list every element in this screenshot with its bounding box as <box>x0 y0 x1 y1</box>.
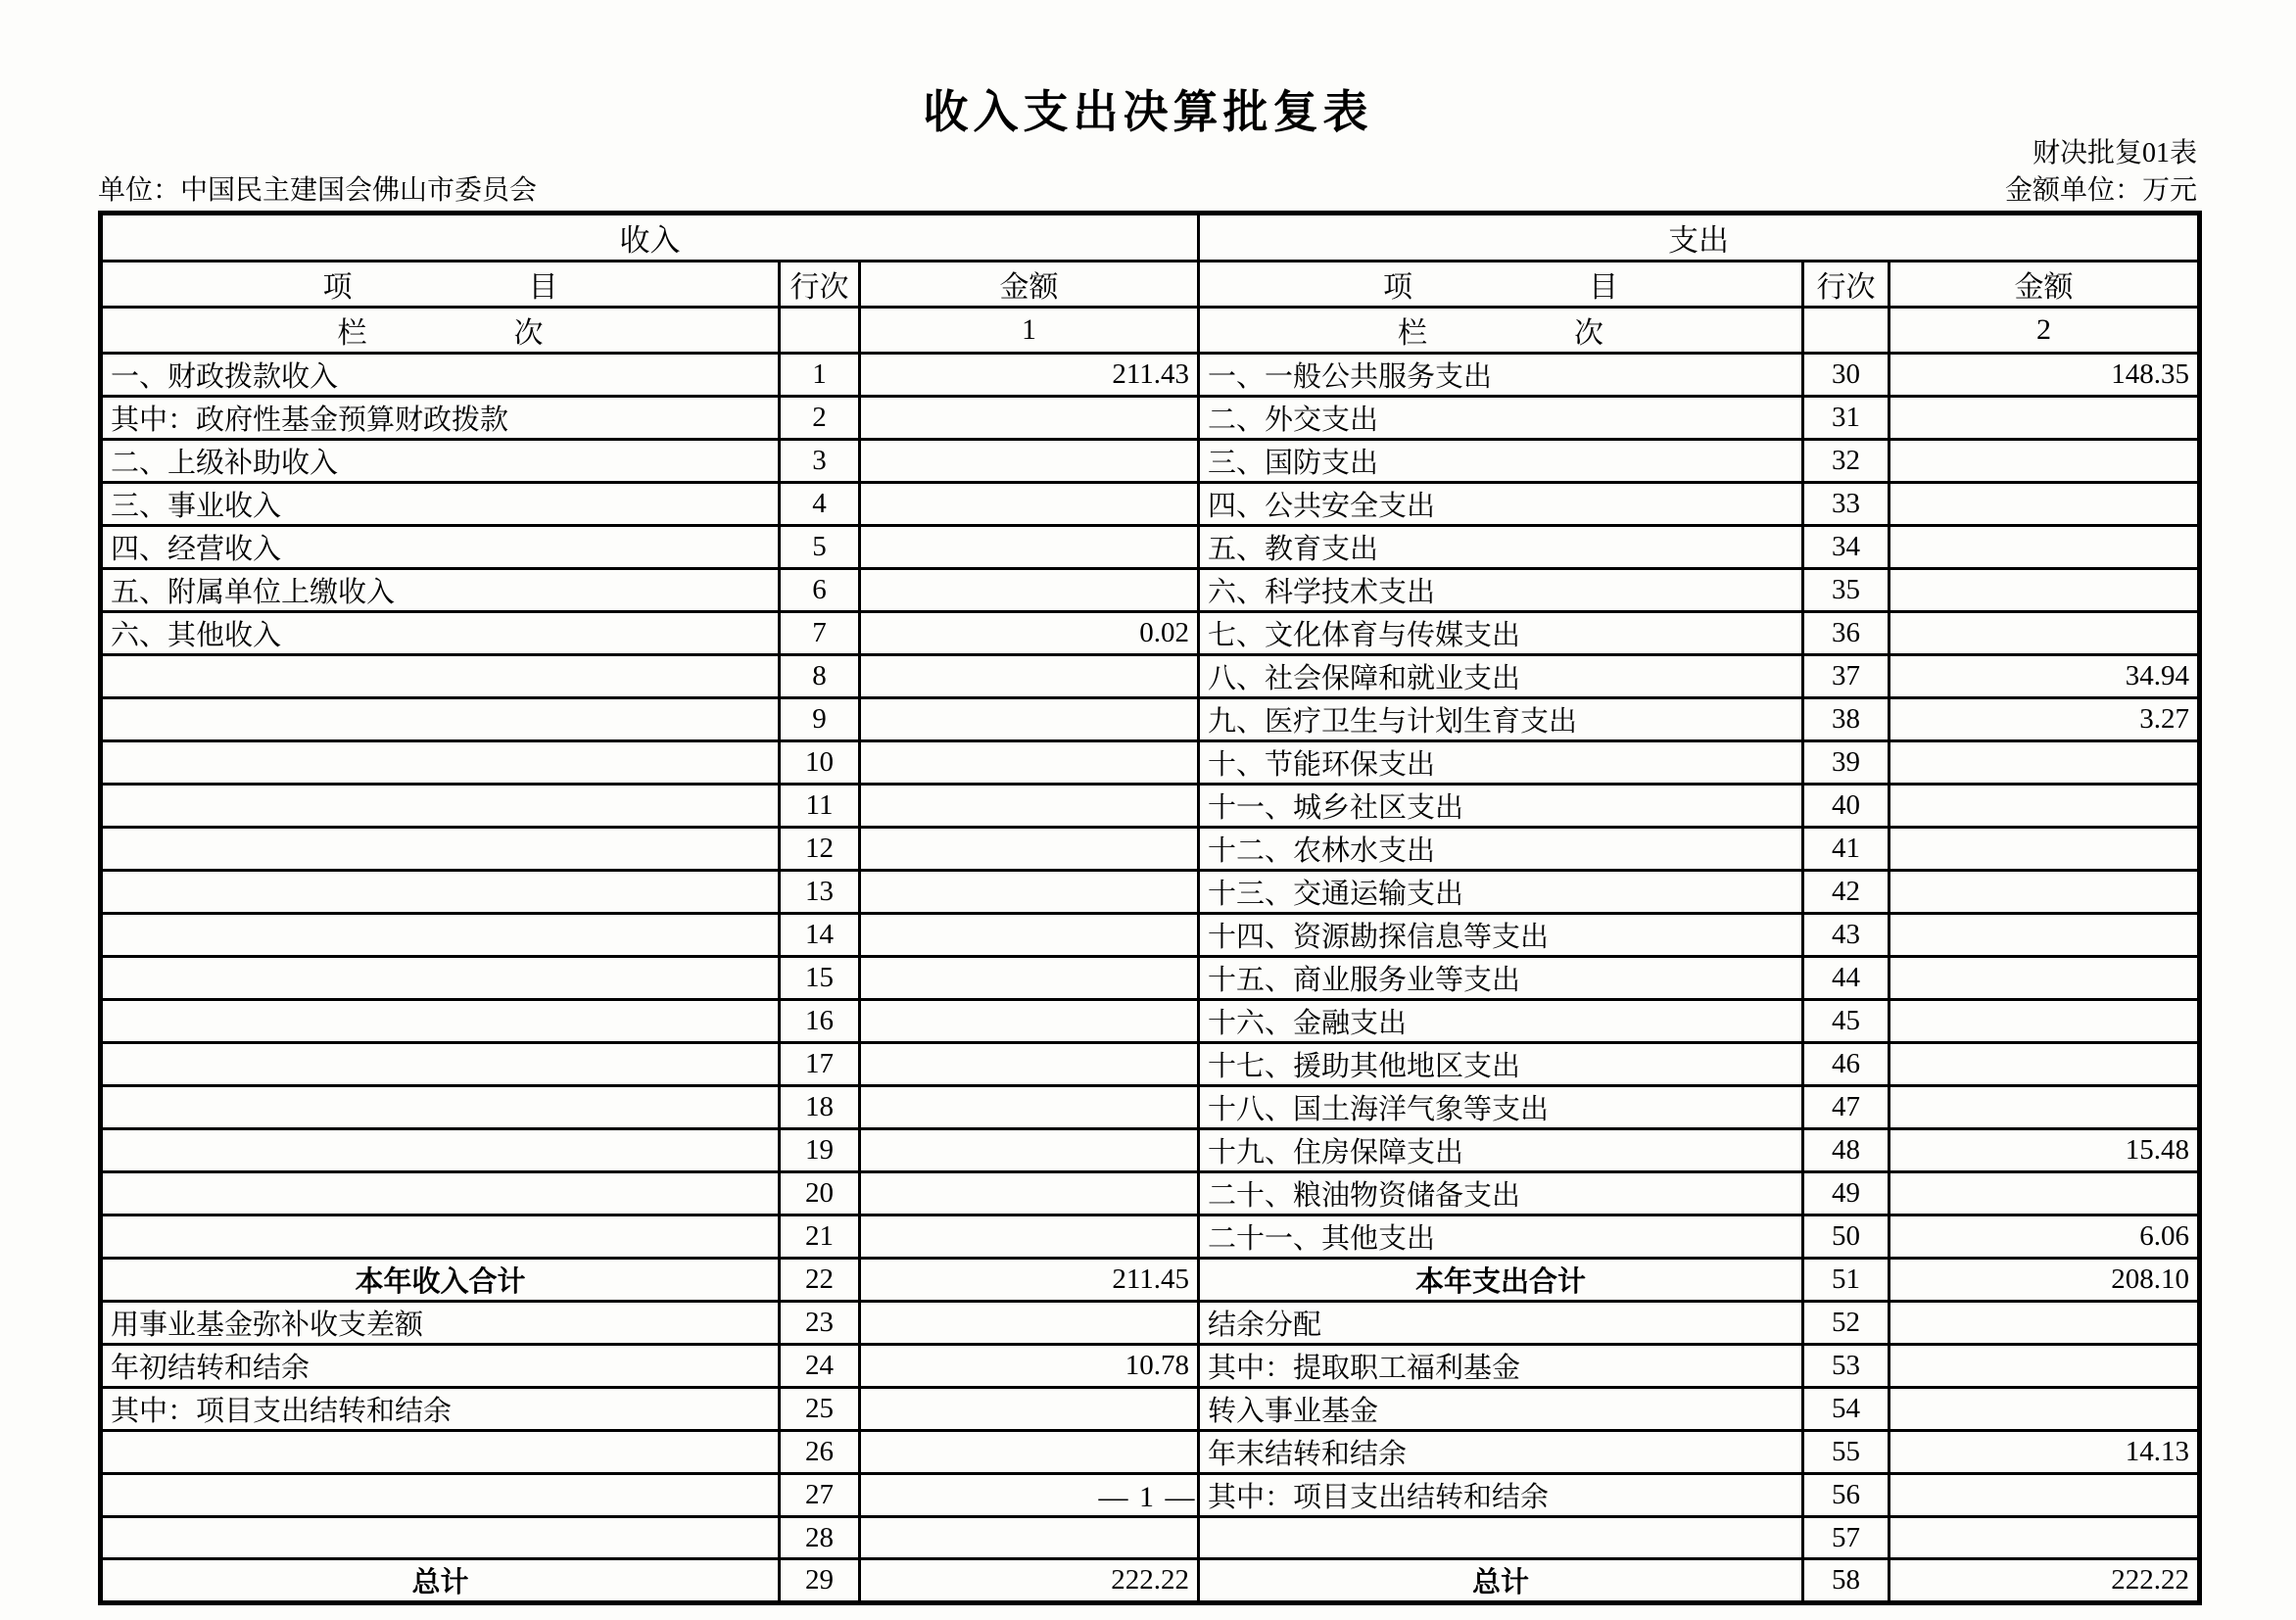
expense-amount <box>1889 483 2200 526</box>
income-amount <box>860 828 1199 871</box>
expense-item-cell: 八、社会保障和就业支出 <box>1199 655 1803 698</box>
expense-item-cell: 其中：提取职工福利基金 <box>1199 1345 1803 1388</box>
income-line-no: 7 <box>780 612 860 655</box>
expense-line-no: 47 <box>1803 1086 1889 1129</box>
income-amount <box>860 1302 1199 1345</box>
expense-line-no: 46 <box>1803 1043 1889 1086</box>
column-index-row <box>101 308 2200 354</box>
expense-amount <box>1889 569 2200 612</box>
expense-item-cell: 九、医疗卫生与计划生育支出 <box>1199 698 1803 741</box>
empty-cell <box>780 308 860 354</box>
income-item-cell <box>101 698 780 741</box>
table-row <box>101 1172 2200 1215</box>
income-line-no: 5 <box>780 526 860 569</box>
section-header-row <box>101 214 2200 262</box>
income-item-cell <box>101 1215 780 1259</box>
column-header-row <box>101 262 2200 308</box>
table-row <box>101 1043 2200 1086</box>
expense-item-cell: 结余分配 <box>1199 1302 1803 1345</box>
income-amount: 211.45 <box>860 1259 1199 1302</box>
income-amount <box>860 957 1199 1000</box>
income-item-cell <box>101 1129 780 1172</box>
table-row <box>101 1345 2200 1388</box>
income-item-cell <box>101 914 780 957</box>
table-row <box>101 957 2200 1000</box>
income-item-cell: 其中：政府性基金预算财政拨款 <box>101 397 780 440</box>
table-row <box>101 698 2200 741</box>
income-amount <box>860 914 1199 957</box>
expense-amount: 222.22 <box>1889 1559 2200 1603</box>
income-line-no: 15 <box>780 957 860 1000</box>
table-row <box>101 612 2200 655</box>
table-row <box>101 1129 2200 1172</box>
expense-item-cell: 十一、城乡社区支出 <box>1199 785 1803 828</box>
income-amount <box>860 1043 1199 1086</box>
table-row <box>101 397 2200 440</box>
income-line-no: 6 <box>780 569 860 612</box>
expense-amount <box>1889 1345 2200 1388</box>
expense-item-header: 项 目 <box>1199 262 1803 308</box>
income-amount <box>860 1000 1199 1043</box>
income-grand-total-label: 总计 <box>101 1559 780 1603</box>
expense-amount <box>1889 1302 2200 1345</box>
income-amount <box>860 1086 1199 1129</box>
form-code-label: 财决批复01表 <box>2032 138 2197 168</box>
table-row <box>101 828 2200 871</box>
expense-item-cell: 十七、援助其他地区支出 <box>1199 1043 1803 1086</box>
income-amount: 222.22 <box>860 1559 1199 1603</box>
table-row <box>101 354 2200 397</box>
expense-column-index-label: 栏 次 <box>1199 308 1803 354</box>
income-line-no: 2 <box>780 397 860 440</box>
income-amount: 0.02 <box>860 612 1199 655</box>
income-item-cell <box>101 1431 780 1474</box>
expense-item-cell: 十九、住房保障支出 <box>1199 1129 1803 1172</box>
expense-line-no: 32 <box>1803 440 1889 483</box>
income-line-no: 28 <box>780 1517 860 1559</box>
expense-line-no: 48 <box>1803 1129 1889 1172</box>
expense-amount <box>1889 1043 2200 1086</box>
table-row <box>101 1215 2200 1259</box>
expense-line-no: 53 <box>1803 1345 1889 1388</box>
income-item-cell: 用事业基金弥补收支差额 <box>101 1302 780 1345</box>
income-line-no: 29 <box>780 1559 860 1603</box>
expense-line-no: 50 <box>1803 1215 1889 1259</box>
income-line-no: 8 <box>780 655 860 698</box>
expense-line-no: 33 <box>1803 483 1889 526</box>
expense-amount: 34.94 <box>1889 655 2200 698</box>
table-row <box>101 871 2200 914</box>
expense-line-no: 41 <box>1803 828 1889 871</box>
expense-amount: 208.10 <box>1889 1259 2200 1302</box>
expense-amount <box>1889 914 2200 957</box>
expense-item-cell: 七、文化体育与传媒支出 <box>1199 612 1803 655</box>
income-line-no: 9 <box>780 698 860 741</box>
expense-line-no: 52 <box>1803 1302 1889 1345</box>
income-line-no: 19 <box>780 1129 860 1172</box>
income-item-cell <box>101 871 780 914</box>
income-item-cell <box>101 1043 780 1086</box>
income-item-cell <box>101 1086 780 1129</box>
expense-item-cell: 转入事业基金 <box>1199 1388 1803 1431</box>
income-amount: 10.78 <box>860 1345 1199 1388</box>
income-amount <box>860 483 1199 526</box>
income-item-cell: 其中：项目支出结转和结余 <box>101 1388 780 1431</box>
income-line-no: 10 <box>780 741 860 785</box>
table-row <box>101 483 2200 526</box>
table-row <box>101 785 2200 828</box>
table-row <box>101 741 2200 785</box>
expense-line-no: 51 <box>1803 1259 1889 1302</box>
income-amount <box>860 440 1199 483</box>
expense-amount-header: 金额 <box>1889 262 2200 308</box>
income-line-no: 26 <box>780 1431 860 1474</box>
expense-item-cell: 十五、商业服务业等支出 <box>1199 957 1803 1000</box>
expense-line-no: 38 <box>1803 698 1889 741</box>
income-line-no: 21 <box>780 1215 860 1259</box>
expense-line-no: 43 <box>1803 914 1889 957</box>
income-amount <box>860 1517 1199 1559</box>
income-amount: 211.43 <box>860 354 1199 397</box>
income-line-header: 行次 <box>780 262 860 308</box>
expense-line-no: 31 <box>1803 397 1889 440</box>
expense-item-cell: 十六、金融支出 <box>1199 1000 1803 1043</box>
income-amount-header: 金额 <box>860 262 1199 308</box>
empty-cell <box>1803 308 1889 354</box>
income-line-no: 13 <box>780 871 860 914</box>
expense-line-no: 45 <box>1803 1000 1889 1043</box>
amount-unit-label: 金额单位：万元 <box>2004 175 2197 206</box>
unit-label: 单位：中国民主建国会佛山市委员会 <box>98 175 538 206</box>
income-item-cell <box>101 785 780 828</box>
expense-item-cell <box>1199 1517 1803 1559</box>
table-row <box>101 1302 2200 1345</box>
page-number: — 1 — <box>1098 1481 1197 1513</box>
expense-section-header: 支出 <box>1199 214 2200 262</box>
income-section-header: 收入 <box>101 214 1199 262</box>
expense-line-no: 56 <box>1803 1474 1889 1517</box>
income-column-index-label: 栏 次 <box>101 308 780 354</box>
expense-item-cell: 一、一般公共服务支出 <box>1199 354 1803 397</box>
expense-grand-total-label: 总计 <box>1199 1559 1803 1603</box>
expense-amount <box>1889 871 2200 914</box>
expense-amount <box>1889 1086 2200 1129</box>
table-row <box>101 1259 2200 1302</box>
expense-amount <box>1889 1000 2200 1043</box>
expense-item-cell: 十四、资源勘探信息等支出 <box>1199 914 1803 957</box>
table-row <box>101 526 2200 569</box>
income-amount <box>860 526 1199 569</box>
expense-amount <box>1889 785 2200 828</box>
income-line-no: 17 <box>780 1043 860 1086</box>
income-item-cell <box>101 741 780 785</box>
table-row <box>101 914 2200 957</box>
expense-line-no: 30 <box>1803 354 1889 397</box>
expense-item-cell: 二、外交支出 <box>1199 397 1803 440</box>
income-item-cell: 六、其他收入 <box>101 612 780 655</box>
expense-line-no: 58 <box>1803 1559 1889 1603</box>
expense-amount: 3.27 <box>1889 698 2200 741</box>
income-amount <box>860 785 1199 828</box>
income-amount <box>860 1431 1199 1474</box>
income-amount <box>860 871 1199 914</box>
expense-amount: 148.35 <box>1889 354 2200 397</box>
expense-amount: 14.13 <box>1889 1431 2200 1474</box>
expense-line-no: 55 <box>1803 1431 1889 1474</box>
income-item-cell <box>101 1000 780 1043</box>
income-line-no: 23 <box>780 1302 860 1345</box>
income-line-no: 24 <box>780 1345 860 1388</box>
income-line-no: 4 <box>780 483 860 526</box>
income-line-no: 18 <box>780 1086 860 1129</box>
income-amount <box>860 655 1199 698</box>
expense-amount: 15.48 <box>1889 1129 2200 1172</box>
income-amount <box>860 698 1199 741</box>
expense-line-no: 36 <box>1803 612 1889 655</box>
expense-item-cell: 十三、交通运输支出 <box>1199 871 1803 914</box>
expense-amount <box>1889 1517 2200 1559</box>
expense-line-no: 54 <box>1803 1388 1889 1431</box>
expense-item-cell: 六、科学技术支出 <box>1199 569 1803 612</box>
expense-line-no: 39 <box>1803 741 1889 785</box>
income-line-no: 22 <box>780 1259 860 1302</box>
income-item-cell: 三、事业收入 <box>101 483 780 526</box>
expense-item-cell: 二十、粮油物资储备支出 <box>1199 1172 1803 1215</box>
table-row <box>101 1517 2200 1559</box>
expense-item-cell: 三、国防支出 <box>1199 440 1803 483</box>
page-title: 收入支出决算批复表 <box>923 87 1373 137</box>
income-amount <box>860 1215 1199 1259</box>
income-total-label: 本年收入合计 <box>101 1259 780 1302</box>
expense-amount <box>1889 612 2200 655</box>
income-line-no: 20 <box>780 1172 860 1215</box>
income-item-cell: 四、经营收入 <box>101 526 780 569</box>
table-body <box>101 214 2200 1603</box>
expense-item-cell: 五、教育支出 <box>1199 526 1803 569</box>
income-amount <box>860 1388 1199 1431</box>
expense-line-no: 57 <box>1803 1517 1889 1559</box>
expense-amount <box>1889 1172 2200 1215</box>
table-row <box>101 1388 2200 1431</box>
expense-line-no: 34 <box>1803 526 1889 569</box>
income-item-cell: 二、上级补助收入 <box>101 440 780 483</box>
table-row <box>101 440 2200 483</box>
income-amount <box>860 741 1199 785</box>
income-line-no: 16 <box>780 1000 860 1043</box>
income-line-no: 14 <box>780 914 860 957</box>
expense-item-cell: 年末结转和结余 <box>1199 1431 1803 1474</box>
income-line-no: 3 <box>780 440 860 483</box>
expense-item-cell: 其中：项目支出结转和结余 <box>1199 1474 1803 1517</box>
expense-amount <box>1889 741 2200 785</box>
income-line-no: 27 <box>780 1474 860 1517</box>
table-row <box>101 655 2200 698</box>
expense-line-header: 行次 <box>1803 262 1889 308</box>
expense-amount <box>1889 440 2200 483</box>
income-item-cell <box>101 1172 780 1215</box>
expense-line-no: 42 <box>1803 871 1889 914</box>
expense-line-no: 49 <box>1803 1172 1889 1215</box>
expense-line-no: 44 <box>1803 957 1889 1000</box>
expense-item-cell: 四、公共安全支出 <box>1199 483 1803 526</box>
expense-amount <box>1889 526 2200 569</box>
expense-amount <box>1889 828 2200 871</box>
income-line-no: 11 <box>780 785 860 828</box>
expense-amount <box>1889 397 2200 440</box>
expense-line-no: 35 <box>1803 569 1889 612</box>
table-row <box>101 1086 2200 1129</box>
table-row <box>101 1431 2200 1474</box>
income-item-cell: 五、附属单位上缴收入 <box>101 569 780 612</box>
expense-item-cell: 十二、农林水支出 <box>1199 828 1803 871</box>
table-row <box>101 1000 2200 1043</box>
expense-item-cell: 十八、国土海洋气象等支出 <box>1199 1086 1803 1129</box>
table-row <box>101 1559 2200 1603</box>
income-line-no: 12 <box>780 828 860 871</box>
income-line-no: 1 <box>780 354 860 397</box>
expense-amount: 6.06 <box>1889 1215 2200 1259</box>
income-amount <box>860 1172 1199 1215</box>
income-item-cell <box>101 1517 780 1559</box>
income-column-no: 1 <box>860 308 1199 354</box>
expense-line-no: 40 <box>1803 785 1889 828</box>
expense-line-no: 37 <box>1803 655 1889 698</box>
expense-amount <box>1889 1388 2200 1431</box>
expense-total-label: 本年支出合计 <box>1199 1259 1803 1302</box>
final-accounts-table <box>98 211 2202 1605</box>
income-amount <box>860 397 1199 440</box>
expense-item-cell: 十、节能环保支出 <box>1199 741 1803 785</box>
income-item-cell: 一、财政拨款收入 <box>101 354 780 397</box>
income-item-header: 项 目 <box>101 262 780 308</box>
expense-column-no: 2 <box>1889 308 2200 354</box>
table-row <box>101 569 2200 612</box>
income-item-cell <box>101 655 780 698</box>
expense-item-cell: 二十一、其他支出 <box>1199 1215 1803 1259</box>
expense-amount <box>1889 957 2200 1000</box>
income-amount <box>860 1129 1199 1172</box>
income-line-no: 25 <box>780 1388 860 1431</box>
income-item-cell <box>101 828 780 871</box>
income-item-cell <box>101 957 780 1000</box>
income-item-cell: 年初结转和结余 <box>101 1345 780 1388</box>
income-amount <box>860 569 1199 612</box>
